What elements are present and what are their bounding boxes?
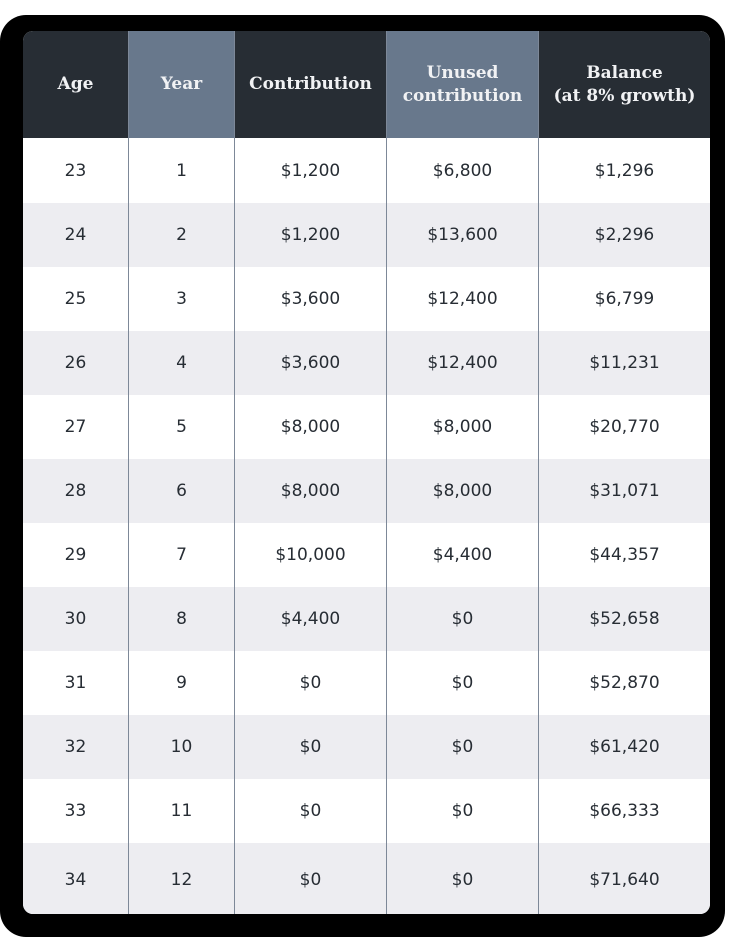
balance-cell: $1,296 <box>538 138 710 203</box>
unused-contribution-cell: $12,400 <box>386 331 538 395</box>
year-cell: 5 <box>128 395 234 459</box>
unused-contribution-cell: $13,600 <box>386 203 538 267</box>
balance-cell: $71,640 <box>538 843 710 914</box>
balance-cell: $52,870 <box>538 651 710 715</box>
table-row <box>23 779 710 843</box>
contribution-cell: $0 <box>234 843 386 914</box>
year-cell: 6 <box>128 459 234 523</box>
header-balance <box>538 31 710 138</box>
balance-cell: $6,799 <box>538 267 710 331</box>
year-cell: 4 <box>128 331 234 395</box>
age-cell: 31 <box>64 673 87 693</box>
year-cell: 9 <box>128 651 234 715</box>
header-year <box>128 31 234 138</box>
age-cell: 28 <box>64 481 87 501</box>
unused-contribution-cell: $8,000 <box>386 395 538 459</box>
balance-cell: $11,231 <box>538 331 710 395</box>
contribution-cell: $10,000 <box>234 523 386 587</box>
header-contribution <box>234 31 386 138</box>
unused-contribution-cell: $4,400 <box>386 523 538 587</box>
header-age <box>23 31 128 138</box>
year-cell: 3 <box>128 267 234 331</box>
year-cell: 7 <box>128 523 234 587</box>
table-row <box>23 843 710 914</box>
contribution-cell: $1,200 <box>234 203 386 267</box>
age-cell: 27 <box>64 417 87 437</box>
table-row <box>23 138 710 203</box>
unused-contribution-cell: $0 <box>386 587 538 651</box>
unused-contribution-cell: $12,400 <box>386 267 538 331</box>
contribution-cell: $3,600 <box>234 267 386 331</box>
table-row <box>23 523 710 587</box>
age-cell: 23 <box>64 160 87 181</box>
year-cell: 11 <box>128 779 234 843</box>
table-row <box>23 203 710 267</box>
header-label: contribution <box>402 85 523 106</box>
table-row <box>23 459 710 523</box>
age-cell: 25 <box>64 289 87 309</box>
balance-cell: $20,770 <box>538 395 710 459</box>
contribution-cell: $0 <box>234 651 386 715</box>
age-cell: 32 <box>64 737 87 757</box>
contribution-cell: $8,000 <box>234 459 386 523</box>
header-unused-contribution <box>386 31 538 138</box>
contribution-cell: $8,000 <box>234 395 386 459</box>
unused-contribution-cell: $0 <box>386 715 538 779</box>
age-cell: 30 <box>64 609 87 629</box>
year-cell: 12 <box>128 843 234 914</box>
balance-cell: $44,357 <box>538 523 710 587</box>
unused-contribution-cell: $0 <box>386 651 538 715</box>
age-cell: 24 <box>64 225 87 245</box>
age-cell: 34 <box>64 870 87 890</box>
age-cell: 26 <box>64 353 87 373</box>
table-body <box>23 138 710 914</box>
table-row <box>23 715 710 779</box>
header-label: Age <box>57 74 94 94</box>
unused-contribution-cell: $8,000 <box>386 459 538 523</box>
contribution-table <box>23 31 710 914</box>
unused-contribution-cell: $6,800 <box>386 138 538 203</box>
balance-cell: $31,071 <box>538 459 710 523</box>
contribution-cell: $1,200 <box>234 138 386 203</box>
age-cell: 29 <box>64 545 87 565</box>
year-cell: 1 <box>128 138 234 203</box>
unused-contribution-cell: $0 <box>386 843 538 914</box>
table-row <box>23 651 710 715</box>
header-label: Unused <box>426 62 499 83</box>
balance-cell: $66,333 <box>538 779 710 843</box>
contribution-cell: $0 <box>234 715 386 779</box>
year-cell: 2 <box>128 203 234 267</box>
table-row <box>23 587 710 651</box>
header-label: Contribution <box>249 74 372 94</box>
balance-cell: $61,420 <box>538 715 710 779</box>
year-cell: 10 <box>128 715 234 779</box>
contribution-cell: $3,600 <box>234 331 386 395</box>
contribution-cell: $4,400 <box>234 587 386 651</box>
contribution-cell: $0 <box>234 779 386 843</box>
table-row <box>23 267 710 331</box>
header-label: (at 8% growth) <box>553 85 696 106</box>
header-label: Year <box>160 74 203 94</box>
table-row <box>23 331 710 395</box>
unused-contribution-cell: $0 <box>386 779 538 843</box>
table-row <box>23 395 710 459</box>
year-cell: 8 <box>128 587 234 651</box>
age-cell: 33 <box>64 801 87 821</box>
balance-cell: $52,658 <box>538 587 710 651</box>
header-label: Balance <box>586 62 663 83</box>
table-header <box>23 31 710 138</box>
balance-cell: $2,296 <box>538 203 710 267</box>
